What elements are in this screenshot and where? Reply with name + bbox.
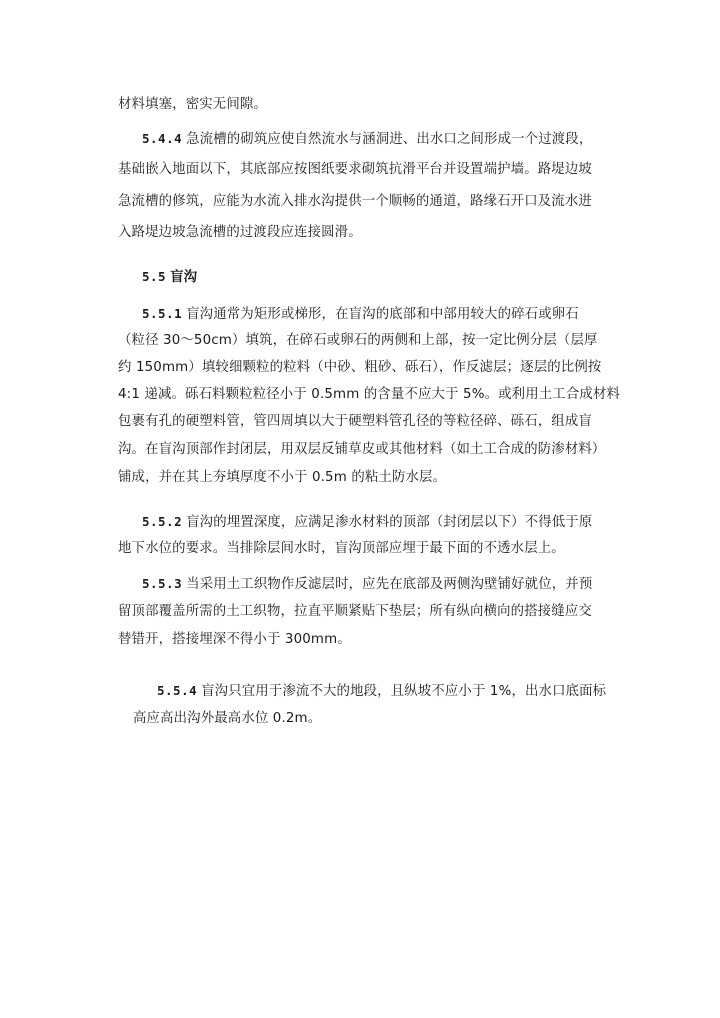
- text-run: 盲沟只宜用于渗流不大的地段，且纵坡不应小于 1%，出水口底面标: [201, 684, 607, 699]
- text-run: 基础嵌入地面以下，其底部应按图纸要求砌筑抗滑平台并设置端护墙。路堤边坡: [118, 162, 592, 177]
- text-line: [118, 412, 592, 432]
- text-line: [118, 95, 267, 115]
- text-run: 替错开，搭接埋深不得小于 300mm。: [118, 632, 351, 647]
- text-line: [118, 630, 351, 650]
- clause-number: 5.5.2: [142, 514, 183, 529]
- text-run: 高应高出沟外最高水位 0.2m。: [133, 711, 322, 726]
- text-run: 盲沟的埋置深度，应满足渗水材料的顶部（封闭层以下）不得低于原: [186, 515, 593, 530]
- text-run: 沟。在盲沟顶部作封闭层，用双层反铺草皮或其他材料（如土工合成的防渗材料）: [118, 442, 606, 457]
- clause-5-4-4: [142, 129, 592, 150]
- text-line: [118, 223, 362, 243]
- text-run: 急流槽的修筑，应能为水流入排水沟提供一个顺畅的通道，路缘石开口及流水进: [118, 194, 592, 209]
- text-line: [118, 385, 620, 405]
- text-line: [118, 331, 598, 351]
- section-title: 盲沟: [170, 270, 198, 285]
- text-line: [118, 539, 565, 559]
- section-heading-5-5: [142, 267, 197, 288]
- text-line: [118, 440, 605, 460]
- text-run: 急流槽的砌筑应使自然流水与涵洞进、出水口之间形成一个过渡段，: [186, 132, 593, 147]
- text-run: 4:1 递减。砾石料颗粒粒径小于 0.5mm 的含量不应大于 5%。或利用土工合成材料: [118, 387, 620, 402]
- text-run: 铺成，并在其上夯填厚度不小于 0.5m 的粘土防水层。: [118, 470, 447, 485]
- text-line: [133, 709, 321, 729]
- text-line: [118, 468, 446, 488]
- text-run: 地下水位的要求。当排除层间水时，盲沟顶部应埋于最下面的不透水层上。: [118, 541, 565, 556]
- text-line: [118, 358, 601, 378]
- clause-number: 5.5.4: [157, 683, 198, 698]
- text-run: 约 150mm）填较细颗粒的粒料（中砂、粗砂、砾石），作反滤层；逐层的比例按: [118, 360, 602, 375]
- text-line: [118, 160, 592, 180]
- text-run: 材料填塞，密实无间隙。: [118, 97, 267, 112]
- text-run: 盲沟通常为矩形或梯形，在盲沟的底部和中部用较大的碎石或卵石: [186, 307, 579, 322]
- text-run: 入路堤边坡急流槽的过渡段应连接圆滑。: [118, 225, 362, 240]
- clause-5-5-4: [157, 681, 606, 702]
- section-number: 5.5: [142, 269, 167, 284]
- text-run: 包裹有孔的硬塑料管，管四周填以大于硬塑料管孔径的等粒径碎、砾石，组成盲: [118, 414, 592, 429]
- text-line: [118, 602, 592, 622]
- clause-5-5-1: [142, 304, 579, 325]
- clause-5-5-2: [142, 512, 592, 533]
- clause-number: 5.5.3: [142, 576, 183, 591]
- clause-5-5-3: [142, 574, 592, 595]
- text-run: 留顶部覆盖所需的土工织物，拉直平顺紧贴下垫层；所有纵向横向的搭接缝应交: [118, 604, 592, 619]
- clause-number: 5.4.4: [142, 131, 183, 146]
- clause-number: 5.5.1: [142, 306, 183, 321]
- text-line: [118, 192, 592, 212]
- text-run: 当采用土工织物作反滤层时，应先在底部及两侧沟壁铺好就位，并预: [186, 577, 593, 592]
- text-run: （粒径 30～50cm）填筑，在碎石或卵石的两侧和上部，按一定比例分层（层厚: [118, 333, 598, 348]
